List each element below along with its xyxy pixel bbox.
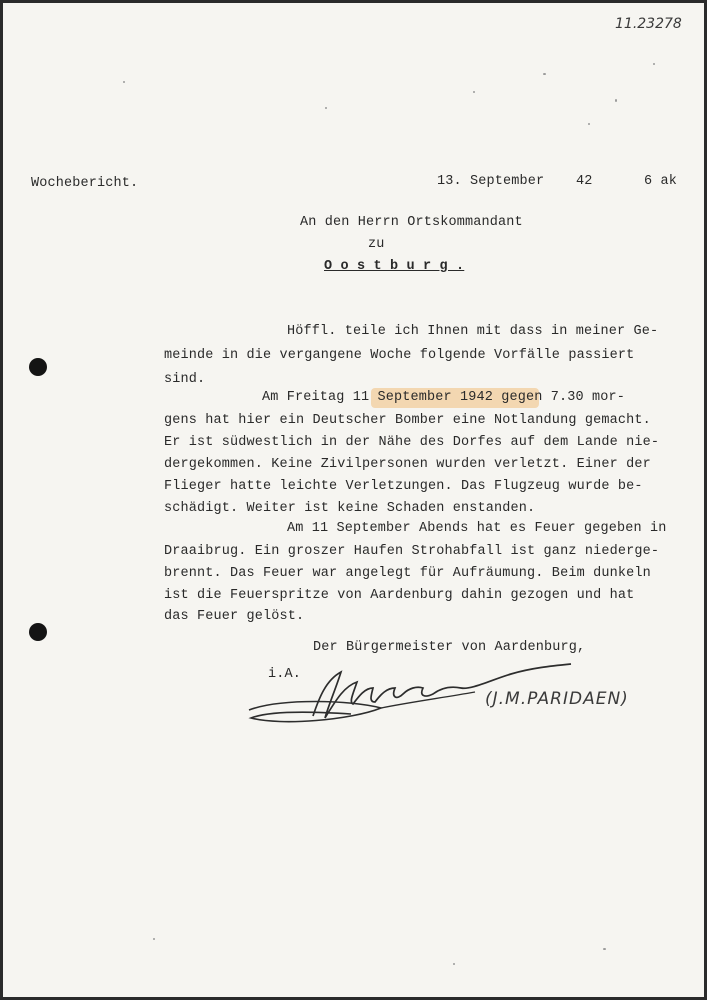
body-line: Höffl. teile ich Ihnen mit dass in meiner Ge-: [287, 324, 659, 339]
scan-speck: [325, 107, 327, 109]
body-line: dergekommen. Keine Zivilpersonen wurden verletzt. Einer der: [164, 457, 651, 472]
archive-number: 11.23278: [615, 16, 682, 32]
body-line: Am 11 September Abends hat es Feuer gegeben in: [287, 521, 667, 536]
scan-speck: [473, 91, 475, 93]
document-page: [3, 3, 704, 997]
body-line: brennt. Das Feuer war angelegt für Aufräumung. Beim dunkeln: [164, 566, 651, 581]
scan-speck: [615, 99, 617, 102]
scan-speck: [153, 938, 155, 940]
date-day-month: 13. September: [437, 174, 545, 189]
reference-number: 6 ak: [644, 174, 678, 189]
body-line: meinde in die vergangene Woche folgende Vorfälle passiert: [164, 348, 635, 363]
body-line: gens hat hier ein Deutscher Bomber eine Notlandung gemacht.: [164, 413, 651, 428]
signature-closing: Der Bürgermeister von Aardenburg,: [313, 640, 586, 655]
body-line: sind.: [164, 372, 206, 387]
scan-speck: [123, 81, 125, 83]
body-line: das Feuer gelöst.: [164, 609, 305, 624]
body-line: Flieger hatte leichte Verletzungen. Das Flugzeug wurde be-: [164, 479, 643, 494]
punch-hole: [29, 358, 47, 376]
address-line: zu: [368, 237, 385, 252]
address-city: O o s t b u r g .: [324, 259, 465, 274]
scan-speck: [588, 123, 590, 125]
scan-speck: [543, 73, 546, 75]
body-line: schädigt. Weiter ist keine Schaden enstanden.: [164, 501, 536, 516]
report-title: Wochebericht.: [31, 176, 139, 191]
body-line: Am Freitag 11 September 1942 gegen 7.30 mor-: [262, 390, 626, 405]
date-year: 42: [576, 174, 593, 189]
signature-name: (J.M.PARIDAEN): [485, 689, 629, 709]
punch-hole: [29, 623, 47, 641]
scan-speck: [653, 63, 655, 65]
body-line: Draaibrug. Ein groszer Haufen Strohabfall ist ganz niederge-: [164, 544, 660, 559]
signature-ia: i.A.: [268, 667, 302, 682]
address-line: An den Herrn Ortskommandant: [300, 215, 523, 230]
body-line: ist die Feuerspritze von Aardenburg dahin gezogen und hat: [164, 588, 635, 603]
scan-speck: [453, 963, 455, 965]
body-line: Er ist südwestlich in der Nähe des Dorfes auf dem Lande nie-: [164, 435, 660, 450]
scan-speck: [603, 948, 606, 950]
